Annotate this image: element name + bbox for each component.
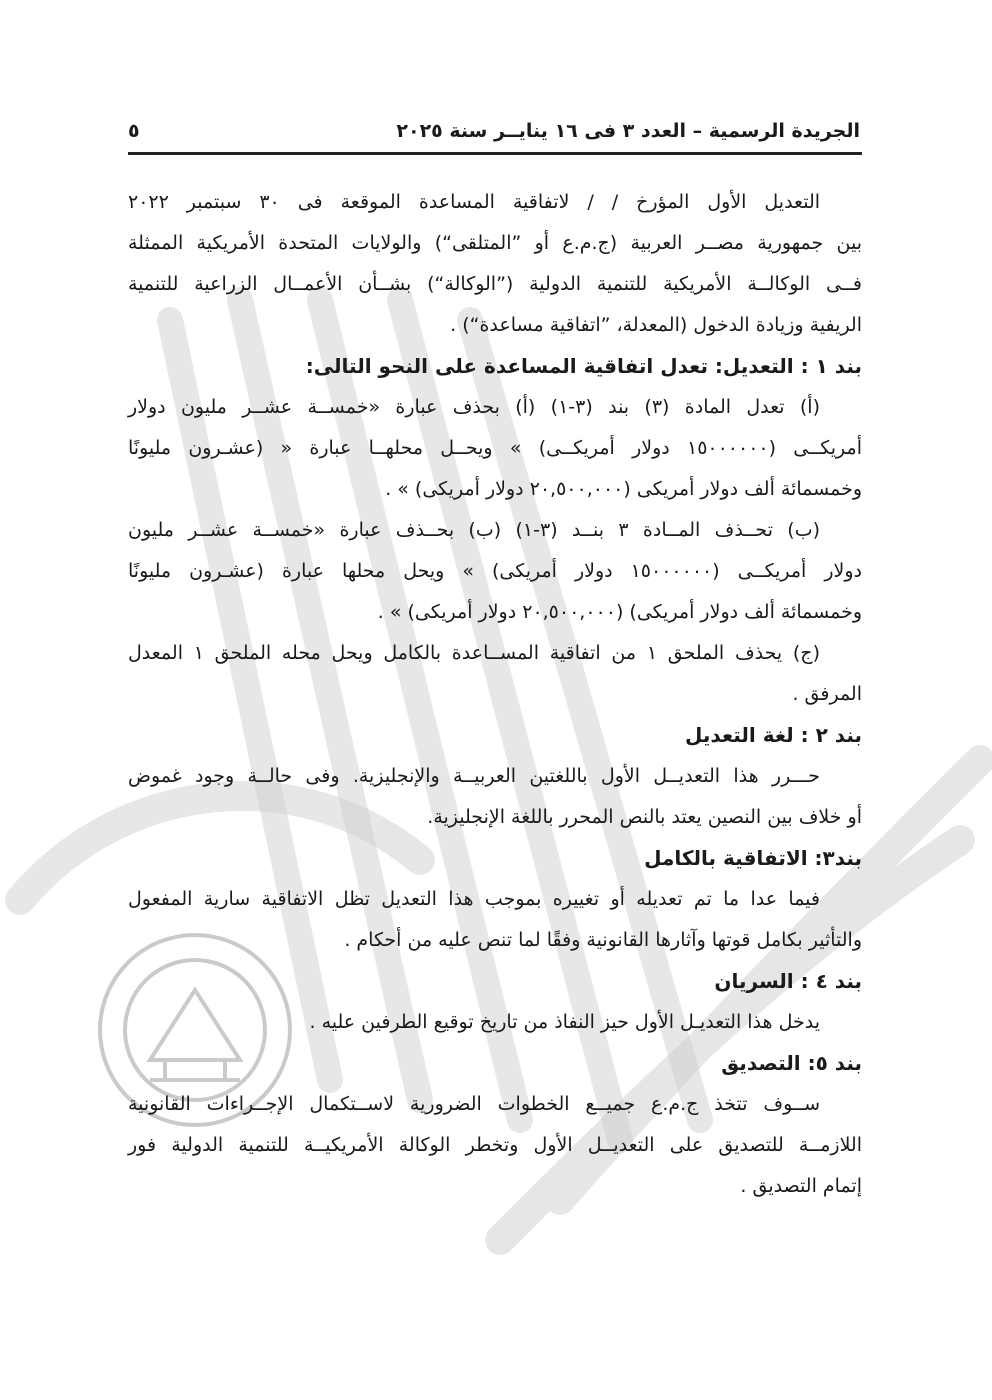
- section-5-line-2: اللازمــة للتصديق على التعديــل الأول وتخطر الوكالة الأمريكيــة للتنمية الدولية فور: [128, 1134, 862, 1156]
- page-number: ٥: [128, 120, 140, 142]
- section-5-paragraph: [128, 1084, 862, 1207]
- section-5-line-1: ســوف تتخذ ج.م.ع جميــع الخطوات الضرورية لاســتكمال الإجــراءات القانونية: [128, 1093, 820, 1115]
- section-5-line-3: إتمام التصديق .: [740, 1175, 862, 1197]
- section-5-heading: بند ٥: التصديق: [721, 1051, 862, 1075]
- clause-b-line-2: دولار أمريكــى (١٥٠٠٠٠٠٠ دولار أمريكى) » ويحل محلها عبارة (عشـرون مليونًا: [128, 560, 862, 582]
- intro-line-3: فــى الوكالــة الأمريكية للتنمية الدولية (”الوكالة“) بشــأن الأعمــال الزراعية للتنمية: [128, 273, 862, 295]
- section-4-paragraph: [128, 1002, 862, 1043]
- section-1-clause-c: [128, 633, 862, 715]
- section-3-line-1: فيما عدا ما تم تعديله أو تغييره بموجب هذا التعديل تظل الاتفاقية سارية المفعول: [128, 888, 820, 910]
- intro-line-2: بين جمهورية مصــر العربية (ج.م.ع أو ”المتلقى“) والولايات المتحدة الأمريكية الممثلة: [128, 232, 862, 254]
- section-4-line-1: يدخل هذا التعديـل الأول حيز النفاذ من تاريخ توقيع الطرفين عليه .: [309, 1011, 820, 1033]
- section-1-heading: بند ١ : التعديل: تعدل اتفاقية المساعدة على النحو التالى:: [305, 354, 862, 378]
- clause-b-line-3: وخمسمائة ألف دولار أمريكى) (٢٠,٥٠٠,٠٠٠ دولار أمريكى) » .: [377, 601, 862, 623]
- clause-a-line-3: وخمسمائة ألف دولار أمريكى (٢٠,٥٠٠,٠٠٠ دولار أمريكى) » .: [385, 478, 862, 500]
- clause-a-line-2: أمريكــى (١٥٠٠٠٠٠٠ دولار أمريكــى) » ويحــل محلهــا عبارة « (عشـرون مليونًا: [128, 437, 862, 459]
- section-3-paragraph: [128, 879, 862, 961]
- page-header: [128, 112, 860, 150]
- clause-b-line-1: (ب) تحــذف المــادة ٣ بنــد (٣-١) (ب) بحــذف عبارة «خمســة عشــر مليون: [128, 519, 821, 541]
- section-2-line-1: حـــرر هذا التعديــل الأول باللغتين العربيــة والإنجليزية. وفى حالــة وجود غموض: [128, 765, 820, 787]
- section-1-clause-b: [128, 510, 862, 633]
- section-4-heading: بند ٤ : السريان: [714, 969, 862, 993]
- clause-c-line-2: المرفق .: [792, 683, 862, 705]
- section-2-paragraph: [128, 756, 862, 838]
- intro-line-4: الريفية وزيادة الدخول (المعدلة، ”اتفاقية مساعدة“) .: [450, 314, 862, 336]
- header-title: الجريدة الرسمية – العدد ٣ فى ١٦ ينايــر سنة ٢٠٢٥: [396, 120, 860, 142]
- intro-line-1: التعديل الأول المؤرخ / / لاتفاقية المساعدة الموقعة فى ٣٠ سبتمبر ٢٠٢٢: [128, 191, 821, 213]
- clause-c-line-1: (ج) يحذف الملحق ١ من اتفاقية المســاعدة بالكامل ويحل محله الملحق ١ المعدل: [128, 642, 820, 664]
- section-1-clause-a: [128, 387, 862, 510]
- section-2-heading: بند ٢ : لغة التعديل: [685, 723, 862, 747]
- section-3-heading: بند٣: الاتفاقية بالكامل: [644, 846, 862, 870]
- section-2-line-2: أو خلاف بين النصين يعتد بالنص المحرر باللغة الإنجليزية.: [427, 806, 862, 828]
- header-divider: [128, 152, 862, 155]
- document-body: [128, 182, 862, 1207]
- intro-paragraph: [128, 182, 862, 346]
- clause-a-line-1: (أ) تعدل المادة (٣) بند (٣-١) (أ) بحذف عبارة «خمســة عشــر مليون دولار: [128, 396, 820, 418]
- section-3-line-2: والتأثير بكامل قوتها وآثارها القانونية وفقًا لما تنص عليه من أحكام .: [344, 929, 862, 951]
